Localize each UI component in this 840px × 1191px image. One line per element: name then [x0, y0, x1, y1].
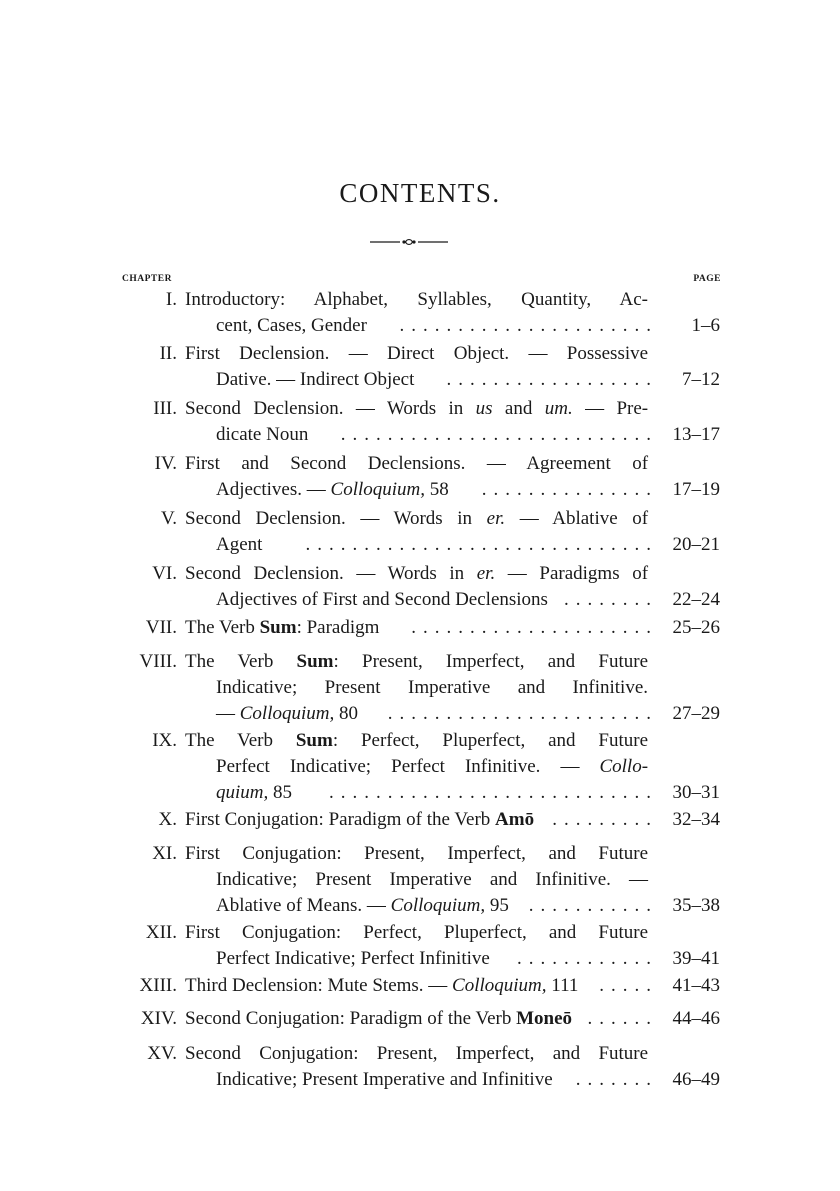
chapter-number: II.	[159, 343, 177, 364]
entry-title-line: Perfect Indicative; Perfect Infinitive. — Collo-	[216, 756, 649, 777]
entry-title-line: The Verb Sum: Paradigm	[185, 617, 380, 638]
leader-dots: ...........	[528, 895, 658, 916]
entry-title-line: Indicative; Present Imperative and Infinitive	[216, 1069, 553, 1090]
leader-dots: .......	[575, 1069, 658, 1090]
chapter-number: XIV.	[140, 1008, 177, 1029]
leader-dots: ..................	[446, 369, 658, 390]
page-range: 39–41	[672, 948, 720, 969]
page-range: 44–46	[672, 1008, 720, 1029]
page-range: 30–31	[672, 782, 720, 803]
leader-dots: ......	[587, 1008, 658, 1029]
leader-dots: ............................	[329, 782, 658, 803]
entry-title-line: Dative. — Indirect Object	[216, 369, 415, 390]
leader-dots: ..............................	[305, 534, 658, 555]
entry-title-line: Second Declension. — Words in us and um. — Pre-	[185, 398, 649, 419]
page-range: 1–6	[691, 315, 720, 336]
chapter-number: IV.	[154, 453, 177, 474]
chapter-number: III.	[153, 398, 177, 419]
chapter-number: XI.	[152, 843, 177, 864]
chapter-number: XII.	[145, 922, 177, 943]
entry-title-line: Ablative of Means. — Colloquium, 95	[216, 895, 509, 916]
page-range: 32–34	[672, 809, 720, 830]
chapter-number: X.	[158, 809, 177, 830]
chapter-column-header: CHAPTER	[122, 274, 172, 284]
page-range: 20–21	[672, 534, 720, 555]
page-range: 35–38	[672, 895, 720, 916]
entry-title-line: quium, 85	[216, 782, 292, 803]
chapter-number: I.	[165, 289, 177, 310]
entry-title-line: — Colloquium, 80	[216, 703, 358, 724]
entry-title-line: First Conjugation: Perfect, Pluperfect, and Future	[185, 922, 648, 943]
leader-dots: ...............	[481, 479, 658, 500]
chapter-number: VII.	[145, 617, 177, 638]
entry-title-line: dicate Noun	[216, 424, 309, 445]
entry-title-line: Second Declension. — Words in er. — Paradigms of	[185, 563, 649, 584]
page-range: 13–17	[672, 424, 720, 445]
entry-title-line: Second Conjugation: Present, Imperfect, and Future	[185, 1043, 649, 1064]
entry-title-line: Adjectives of First and Second Declensions	[216, 589, 548, 610]
entry-title-line: Introductory: Alphabet, Syllables, Quantity, Ac-	[185, 289, 648, 310]
page-column-header: PAGE	[693, 274, 721, 284]
leader-dots: ...........................	[340, 424, 658, 445]
entry-title-line: Agent	[216, 534, 263, 555]
entry-title-line: First Conjugation: Present, Imperfect, and Future	[185, 843, 648, 864]
chapter-number: XIII.	[139, 975, 177, 996]
leader-dots: .........	[552, 809, 658, 830]
ornament-divider	[368, 236, 450, 248]
page-range: 7–12	[682, 369, 720, 390]
entry-title-line: Third Declension: Mute Stems. — Colloquium, 111	[185, 975, 579, 996]
entry-title-line: Second Conjugation: Paradigm of the Verb Moneō	[185, 1008, 573, 1029]
leader-dots: ........	[564, 589, 658, 610]
entry-title-line: First Declension. — Direct Object. — Possessive	[185, 343, 649, 364]
leader-dots: .....	[599, 975, 658, 996]
chapter-number: XV.	[147, 1043, 177, 1064]
entry-title-line: Perfect Indicative; Perfect Infinitive	[216, 948, 490, 969]
chapter-number: VI.	[152, 563, 177, 584]
page-range: 17–19	[672, 479, 720, 500]
entry-title-line: First Conjugation: Paradigm of the Verb Amō	[185, 809, 535, 830]
entry-title-line: First and Second Declensions. — Agreement of	[185, 453, 649, 474]
page-range: 46–49	[672, 1069, 720, 1090]
page-title: CONTENTS.	[339, 178, 501, 208]
page-range: 27–29	[672, 703, 720, 724]
entry-title-line: The Verb Sum: Present, Imperfect, and Future	[185, 651, 648, 672]
entry-title-line: The Verb Sum: Perfect, Pluperfect, and Future	[185, 730, 649, 751]
chapter-number: VIII.	[139, 651, 177, 672]
leader-dots: ............	[517, 948, 658, 969]
chapter-number: V.	[160, 508, 177, 529]
page-range: 25–26	[672, 617, 720, 638]
entry-title-line: Second Declension. — Words in er. — Ablative of	[185, 508, 649, 529]
leader-dots: ......................	[399, 315, 658, 336]
entry-title-line: Indicative; Present Imperative and Infinitive. —	[216, 869, 648, 890]
leader-dots: .......................	[387, 703, 658, 724]
page-range: 41–43	[672, 975, 720, 996]
entry-title-line: cent, Cases, Gender	[216, 315, 367, 336]
entry-title-line: Adjectives. — Colloquium, 58	[216, 479, 449, 500]
page-range: 22–24	[672, 589, 720, 610]
leader-dots: .....................	[411, 617, 658, 638]
entry-title-line: Indicative; Present Imperative and Infinitive.	[216, 677, 648, 698]
chapter-number: IX.	[152, 730, 177, 751]
